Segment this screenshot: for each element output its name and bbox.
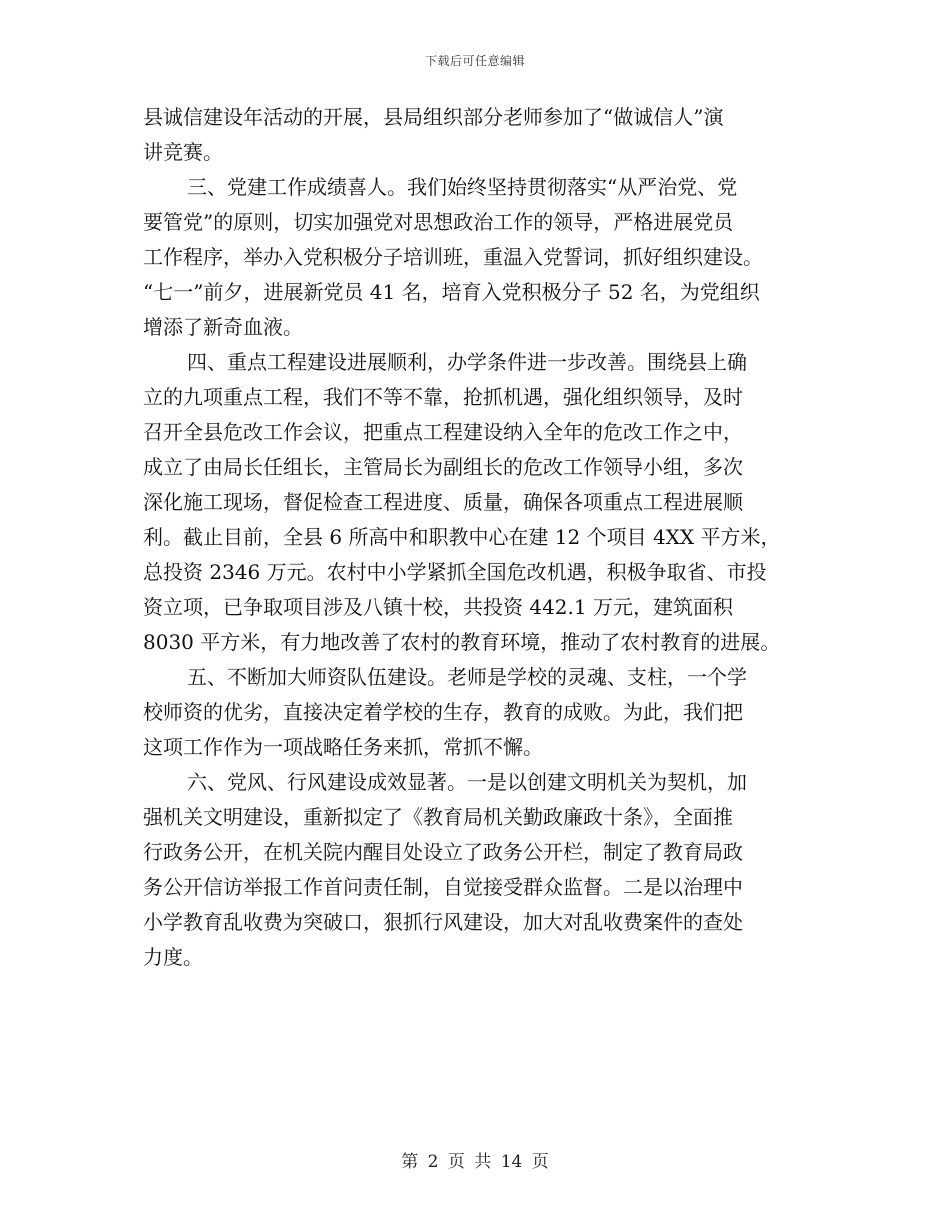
text-line: 成立了由局长任组长，主管局长为副组长的危改工作领导小组，多次: [143, 455, 743, 479]
text-line: 小学教育乱收费为突破口，狠抓行风建设，加大对乱收费案件的查处: [143, 910, 743, 934]
text-line: 深化施工现场，督促检查工程进度、质量，确保各项重点工程进展顺: [143, 490, 743, 514]
text-line: 六、党风、行风建设成效显著。一是以创建文明机关为契机，加: [187, 770, 747, 794]
paragraph-1: [143, 100, 811, 170]
page-header: 下载后可任意编辑: [424, 54, 525, 68]
text-line: 县诚信建设年活动的开展，县局组织部分老师参加了“做诚信人”演: [143, 105, 724, 129]
text-line: 增添了新奇血液。: [143, 315, 303, 339]
text-line: 要管党”的原则，切实加强党对思想政治工作的领导，严格进展党员: [143, 210, 734, 234]
text-line: 三、党建工作成绩喜人。我们始终坚持贯彻落实“从严治党、党: [187, 175, 738, 199]
text-line: 召开全县危改工作会议，把重点工程建设纳入全年的危改工作之中，: [143, 420, 743, 444]
text-line: 五、不断加大师资队伍建设。老师是学校的灵魂、支柱，一个学: [187, 665, 747, 689]
paragraph-party-building: [143, 170, 811, 345]
document-body: [143, 100, 811, 975]
paragraph-conduct: [143, 765, 811, 975]
paragraph-key-projects: [143, 345, 811, 660]
text-line: 力度。: [143, 945, 203, 969]
text-line: 行政务公开，在机关院内醒目处设立了政务公开栏，制定了教育局政: [143, 840, 743, 864]
paragraph-teaching-staff: [143, 660, 811, 765]
text-line: 强机关文明建设，重新拟定了《教育局机关勤政廉政十条》，全面推: [143, 805, 733, 829]
text-line: 讲竞赛。: [143, 140, 223, 164]
text-line: “七一”前夕，进展新党员 41 名，培育入党积极分子 52 名，为党组织: [143, 280, 760, 304]
text-line: 8030 平方米，有力地改善了农村的教育环境，推动了农村教育的进展。: [143, 630, 781, 654]
text-line: 工作程序，举办入党积极分子培训班，重温入党誓词，抓好组织建设。: [143, 245, 763, 269]
text-line: 四、重点工程建设进展顺利，办学条件进一步改善。围绕县上确: [187, 350, 747, 374]
page-number: 第 2 页 共 14 页: [401, 1152, 549, 1172]
text-line: 利。截止目前，全县 6 所高中和职教中心在建 12 个项目 4XX 平方米，: [143, 525, 781, 549]
text-line: 立的九项重点工程，我们不等不靠，抢抓机遇，强化组织领导，及时: [143, 385, 743, 409]
text-line: 这项工作作为一项战略任务来抓，常抓不懈。: [143, 735, 543, 759]
text-line: 务公开信访举报工作首问责任制，自觉接受群众监督。二是以治理中: [143, 875, 743, 899]
text-line: 校师资的优劣，直接决定着学校的生存，教育的成败。为此，我们把: [143, 700, 743, 724]
text-line: 总投资 2346 万元。农村中小学紧抓全国危改机遇，积极争取省、市投: [143, 560, 767, 584]
text-line: 资立项，已争取项目涉及八镇十校，共投资 442.1 万元，建筑面积: [143, 595, 733, 619]
